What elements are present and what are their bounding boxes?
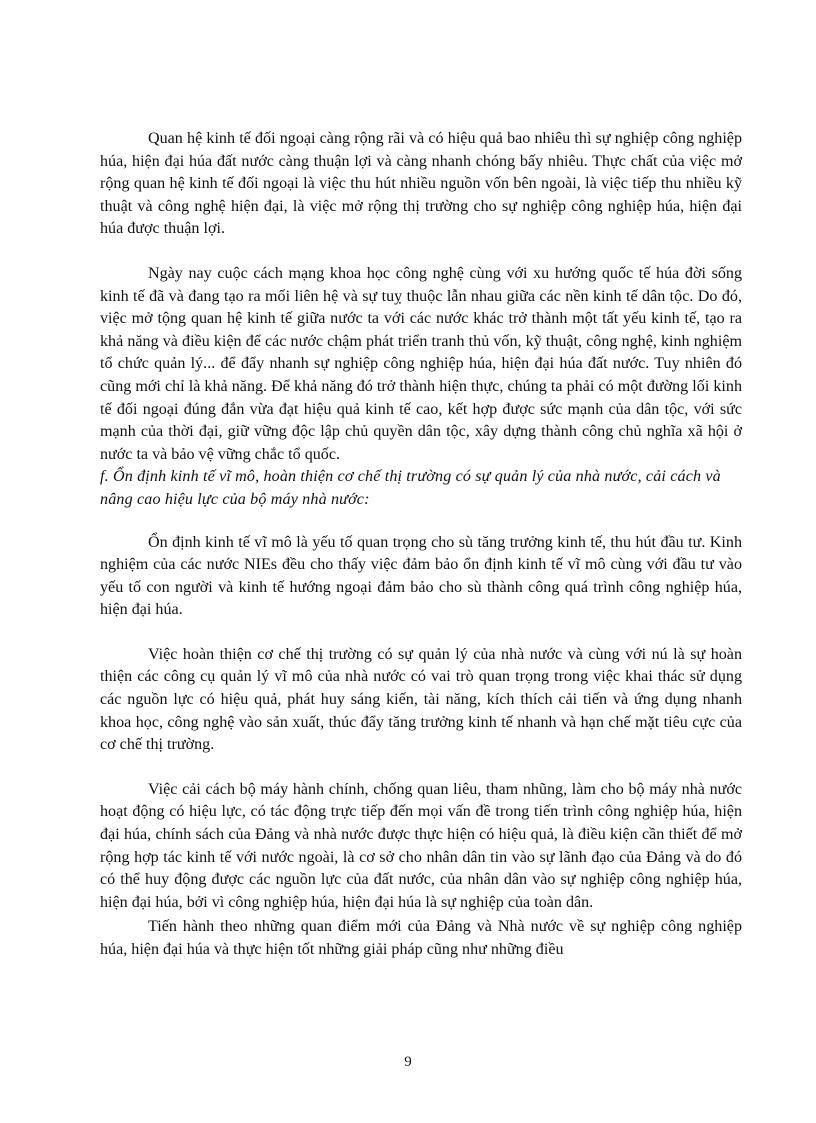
section-heading: f. Ổn định kinh tế vĩ mô, hoàn thiện cơ chế thị trường có sự quản lý của nhà nước, cải cách và nâng cao hiệu lực của bộ máy nhà nước:: [100, 468, 721, 508]
page-body: [100, 128, 742, 962]
paragraph-market-mechanism: Việc hoàn thiện cơ chế thị trường có sự quản lý của nhà nước và cùng với nú là sự hoàn thiện các công cụ quản lý vĩ mô của nhà nước có vai trò quan trọng trong việc khai thác sử dụng các nguồn lực có hiệu quả, phát huy sáng kiến, tài năng, kích thích cải tiến và ứng dụng nhanh khoa học, công nghệ vào sản xuất, thúc đẩy tăng trưởng kinh tế nhanh và hạn chế mặt tiêu cực của cơ chế thị trường.: [100, 645, 742, 754]
paragraph-conclusion: Tiến hành theo những quan điểm mới của Đảng và Nhà nước về sự nghiệp công nghiệp húa, hiện đại húa và thực hiện tốt những giải pháp cũng như những điều: [100, 918, 742, 958]
paragraph-administrative-reform: Việc cải cách bộ máy hành chính, chống quan liêu, tham nhũng, làm cho bộ máy nhà nước hoạt động có hiệu lực, có tác động trực tiếp đến mọi vấn đề trong tiến trình công nghiệp húa, hiện đại húa, chính sách của Đảng và nhà nước được thực hiện có hiệu quả, là điều kiện cần thiết để mở rộng hợp tác kinh tế với nước ngoài, là cơ sở cho nhân dân tin vào sự lãnh đạo của Đảng và do đó có thể huy động được các nguồn lực của đất nước, của nhân dân vào sự nghiệp công nghiệp húa, hiện đại húa, bởi vì công nghiệp húa, hiện đại húa là sự nghiệp của toàn dân.: [100, 780, 742, 911]
paragraph-macro-stability: Ổn định kinh tế vĩ mô là yếu tố quan trọng cho sù tăng trưởng kinh tế, thu hút đầu tư. Kinh nghiệm của các nước NIEs đều cho thấy việc đảm bảo ổn định kinh tế vĩ mô cùng với đầu tư vào yếu tố con người và kinh tế hướng ngoại đảm bảo cho sù thành công quá trình công nghiệp húa, hiện đại húa.: [100, 533, 742, 619]
paragraph-foreign-relations: Quan hệ kinh tế đối ngoại càng rộng rãi và có hiệu quả bao nhiêu thì sự nghiệp công nghiệp húa, hiện đại húa đất nước càng thuận lợi và càng nhanh chóng bấy nhiêu. Thực chất của việc mở rộng quan hệ kinh tế đối ngoại là việc thu hút nhiều nguồn vốn bên ngoài, là việc tiếp thu nhiều kỹ thuật và công nghệ hiện đại, là việc mở rộng thị trường cho sự nghiệp công nghiệp húa, hiện đại húa được thuận lợi.: [100, 130, 742, 238]
paragraph-science-technology: Ngày nay cuộc cách mạng khoa học công nghệ cùng với xu hướng quốc tế húa đời sống kinh tế đã và đang tạo ra mối liên hệ và sự tuỵ thuộc lẫn nhau giữa các nền kinh tế dân tộc. Do đó, việc mở tộng quan hệ kinh tế giữa nước ta với các nước khác trở thành một tất yếu kinh tế, tạo ra khả năng và điều kiện để các nước chậm phát triển tranh thủ vốn, kỹ thuật, công nghệ, kinh nghiệm tổ chức quản lý... để đẩy nhanh sự nghiệp công nghiệp húa, hiện đại húa đất nước. Tuy nhiên đó cũng mới chỉ là khả năng. Để khả năng đó trở thành hiện thực, chúng ta phải có một đường lối kinh tế đối ngoại đúng đắn vừa đạt hiệu quả kinh tế cao, kết hợp được sức mạnh của dân tộc, với sức mạnh của thời đại, giữ vững độc lập chủ quyền dân tộc, xây dựng thành công chủ nghĩa xã hội ở nước ta và bảo vệ vững chắc tổ quốc.: [100, 264, 742, 463]
page-number: 9: [404, 1054, 412, 1070]
